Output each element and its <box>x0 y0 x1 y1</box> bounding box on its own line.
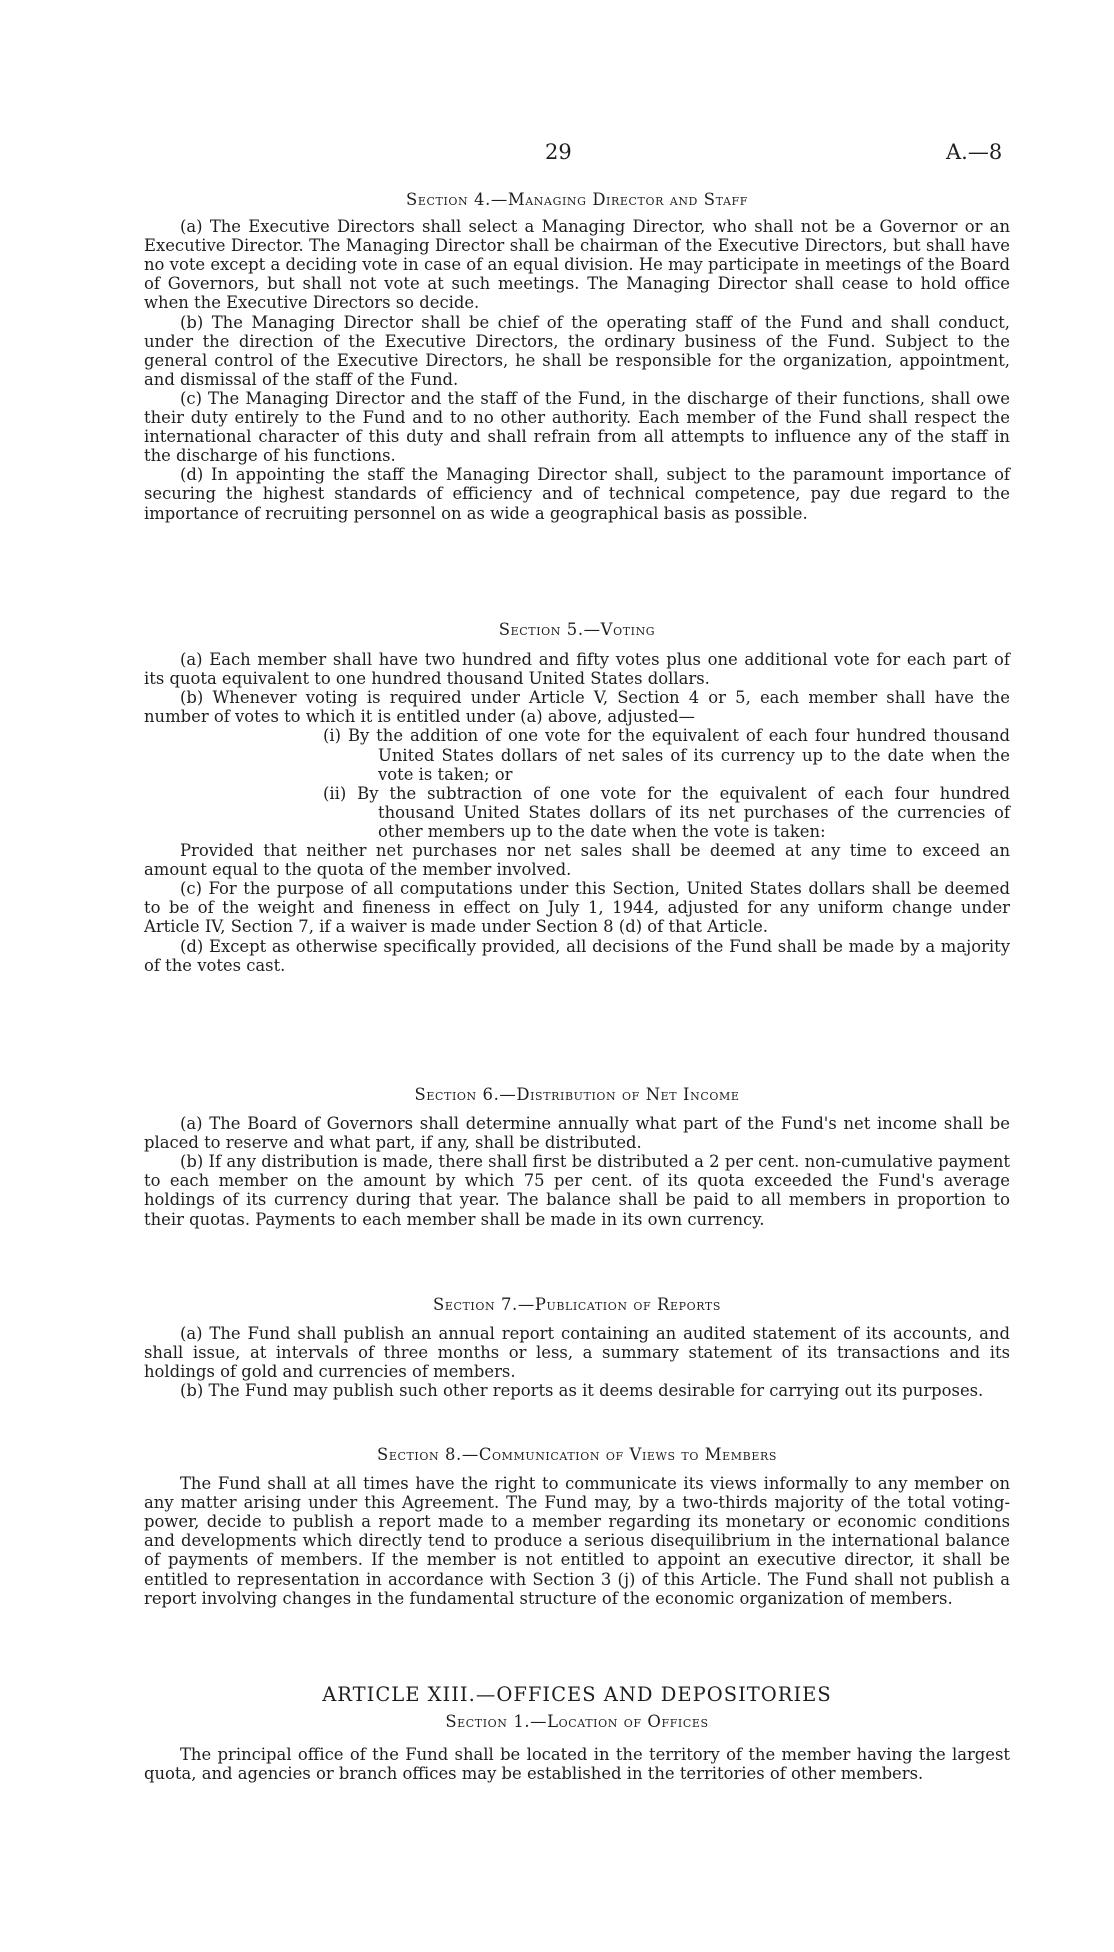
document-reference: A.—8 <box>946 140 1003 164</box>
page-number: 29 <box>545 140 572 164</box>
section-6-paragraph-a: (a) The Board of Governors shall determine annually what part of the Fund's net income shall be placed to reserve and what part, if any, shall be distributed. <box>144 1114 1010 1153</box>
section-5 <box>144 620 1010 975</box>
section-5-paragraph-d: (d) Except as otherwise specifically provided, all decisions of the Fund shall be made by a majority of the votes cast. <box>144 936 1010 975</box>
section-4-paragraph-b: (b) The Managing Director shall be chief of the operating staff of the Fund and shall conduct, under the direction of the Executive Directors, the ordinary business of the Fund. Subject to the general control of the Executive Directors, he shall be responsible for the organization, appointment, and dismissal of the staff of the Fund. <box>144 312 1010 389</box>
section-5-heading: Section 5.—Voting <box>498 620 656 639</box>
section-5-paragraph-c: (c) For the purpose of all computations under this Section, United States dollars shall be deemed to be of the weight and fineness in effect on July 1, 1944, adjusted for any uniform change under Article IV, Section 7, if a waiver is made under Section 8 (d) of that Article. <box>144 879 1010 937</box>
section-5-paragraph-a: (a) Each member shall have two hundred and fifty votes plus one additional vote for each part of its quota equivalent to one hundred thousand United States dollars. <box>144 650 1010 689</box>
article-13 <box>144 1685 1010 1783</box>
section-6 <box>144 1085 1010 1229</box>
section-6-paragraph-b: (b) If any distribution is made, there shall first be distributed a 2 per cent. non-cumulative payment to each member on the amount by which 75 per cent. of its quota exceeded the Fund's average holdings of its currency during that year. The balance shall be paid to all members in proportion to their quotas. Payments to each member shall be made in its own currency. <box>144 1152 1010 1229</box>
section-4-heading: Section 4.—Managing Director and Staff <box>406 190 748 209</box>
section-7-paragraph-a: (a) The Fund shall publish an annual report containing an audited statement of its accounts, and shall issue, at intervals of three months or less, a summary statement of its transactions and its holdings of gold and currencies of members. <box>144 1324 1010 1382</box>
section-7-paragraph-b: (b) The Fund may publish such other reports as it deems desirable for carrying out its purposes. <box>180 1381 984 1401</box>
article-13-section-1-heading: Section 1.—Location of Offices <box>445 1712 709 1732</box>
section-4 <box>144 190 1010 523</box>
section-4-paragraph-a: (a) The Executive Directors shall select a Managing Director, who shall not be a Governor or an Executive Director. The Managing Director shall be chairman of the Executive Directors, but shall have no vote except a deciding vote in case of an equal division. He may participate in meetings of the Board of Governors, but shall not vote at such meetings. The Managing Director shall cease to hold office when the Executive Directors so decide. <box>144 217 1010 313</box>
section-8-heading: Section 8.—Communication of Views to Members <box>377 1445 777 1464</box>
section-4-paragraph-c: (c) The Managing Director and the staff of the Fund, in the discharge of their functions, shall owe their duty entirely to the Fund and to no other authority. Each member of the Fund shall respect the international character of this duty and shall refrain from all attempts to influence any of the staff in the discharge of his functions. <box>144 388 1010 466</box>
section-5-subparagraph-ii: (ii) By the subtraction of one vote for the equivalent of each four hundred thousand United States dollars of its net purchases of the currencies of other members up to the date when the vote is taken: <box>323 783 1010 841</box>
section-8-paragraph: The Fund shall at all times have the right to communicate its views informally to any member on any matter arising under this Agreement. The Fund may, by a two-thirds majority of the total voting-power, decide to publish a report made to a member regarding its monetary or economic conditions and developments which directly tend to produce a serious disequilibrium in the international balance of payments of members. If the member is not entitled to appoint an executive director, it shall be entitled to representation in accordance with Section 3 (j) of this Article. The Fund shall not publish a report involving changes in the fundamental structure of the economic organization of members. <box>144 1474 1010 1608</box>
article-13-title: ARTICLE XIII.—OFFICES AND DEPOSITORIES <box>322 1683 832 1706</box>
section-5-paragraph-b: (b) Whenever voting is required under Article V, Section 4 or 5, each member shall have the number of votes to which it is entitled under (a) above, adjusted— <box>144 688 1010 727</box>
section-5-subparagraph-i: (i) By the addition of one vote for the equivalent of each four hundred thousand United States dollars of net sales of its currency up to the date when the vote is taken; or <box>323 726 1010 784</box>
section-7 <box>144 1295 1010 1400</box>
section-7-heading: Section 7.—Publication of Reports <box>433 1295 721 1314</box>
section-4-paragraph-d: (d) In appointing the staff the Managing Director shall, subject to the paramount importance of securing the highest standards of efficiency and of technical competence, pay due regard to the importance of recruiting personnel on as wide a geographical basis as possible. <box>144 465 1010 523</box>
section-5-proviso: Provided that neither net purchases nor net sales shall be deemed at any time to exceed an amount equal to the quota of the member involved. <box>144 841 1010 880</box>
section-8 <box>144 1445 1010 1608</box>
section-6-heading: Section 6.—Distribution of Net Income <box>414 1085 740 1104</box>
article-13-section-1-paragraph: The principal office of the Fund shall be located in the territory of the member having the largest quota, and agencies or branch offices may be established in the territories of other members. <box>144 1745 1010 1784</box>
